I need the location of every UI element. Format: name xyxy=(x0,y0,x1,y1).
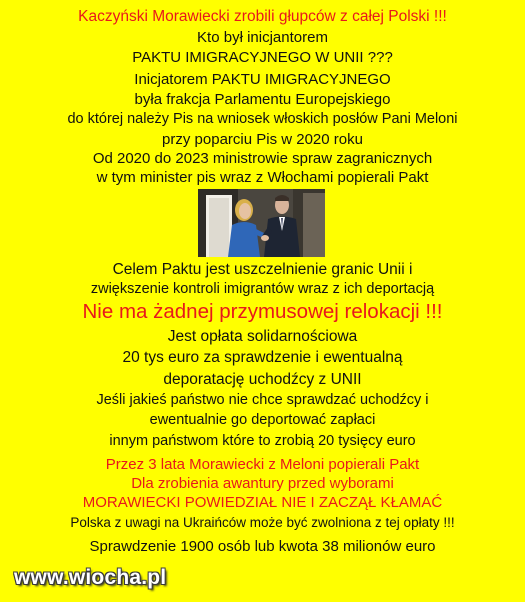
fee-line-4: Jeśli jakieś państwo nie chce sprawdzać uchodźcy i xyxy=(96,392,429,408)
answer-line-2: była frakcja Parlamentu Europejskiego xyxy=(134,91,391,108)
question-line-2: PAKTU IMIGRACYJNEGO W UNII ??? xyxy=(132,49,393,66)
lying-headline: MORAWIECKI POWIEDZIAŁ NIE I ZACZĄŁ KŁAMAĆ xyxy=(82,494,443,511)
answer-line-3: do której należy Pis na wniosek włoskich posłów Pani Meloni xyxy=(67,111,458,127)
answer-line-5: Od 2020 do 2023 ministrowie spraw zagranicznych xyxy=(92,150,433,167)
fee-line-6: innym państwom które to zrobią 20 tysięcy euro xyxy=(109,433,416,449)
goal-line-2: zwiększenie kontroli imigrantów wraz z ich deportacją xyxy=(90,281,435,297)
exemption-line: Polska z uwagi na Ukraińców może być zwolniona z tej opłaty !!! xyxy=(70,515,455,530)
no-relocation-headline: Nie ma żadnej przymusowej relokacji !!! xyxy=(82,300,443,323)
question-line-1: Kto był inicjantorem xyxy=(197,29,328,46)
answer-line-6: w tym minister pis wraz z Włochami popierali Pakt xyxy=(96,169,429,186)
handshake-photo xyxy=(198,189,325,257)
answer-line-1: Inicjatorem PAKTU IMIGRACYJNEGO xyxy=(134,71,391,88)
elections-line: Dla zrobienia awantury przed wyborami xyxy=(131,475,394,492)
answer-line-4: przy poparciu Pis w 2020 roku xyxy=(162,131,363,148)
fee-line-3: deporatację uchodźcy z UNII xyxy=(163,371,362,388)
fee-line-5: ewentualnie go deportować zapłaci xyxy=(149,412,376,428)
fee-line-1: Jest opłata solidarnościowa xyxy=(167,328,358,345)
support-line: Przez 3 lata Morawiecki z Meloni popierali Pakt xyxy=(105,456,420,473)
fee-line-2: 20 tys euro za sprawdzenie i ewentualną xyxy=(122,349,403,366)
site-watermark: www.wiocha.pl xyxy=(14,566,167,589)
goal-line-1: Celem Paktu jest uszczelnienie granic Unii i xyxy=(112,261,413,278)
headline-accusation: Kaczyński Morawiecki zrobili głupców z całej Polski !!! xyxy=(78,8,447,25)
verification-line: Sprawdzenie 1900 osób lub kwota 38 milionów euro xyxy=(89,538,436,555)
